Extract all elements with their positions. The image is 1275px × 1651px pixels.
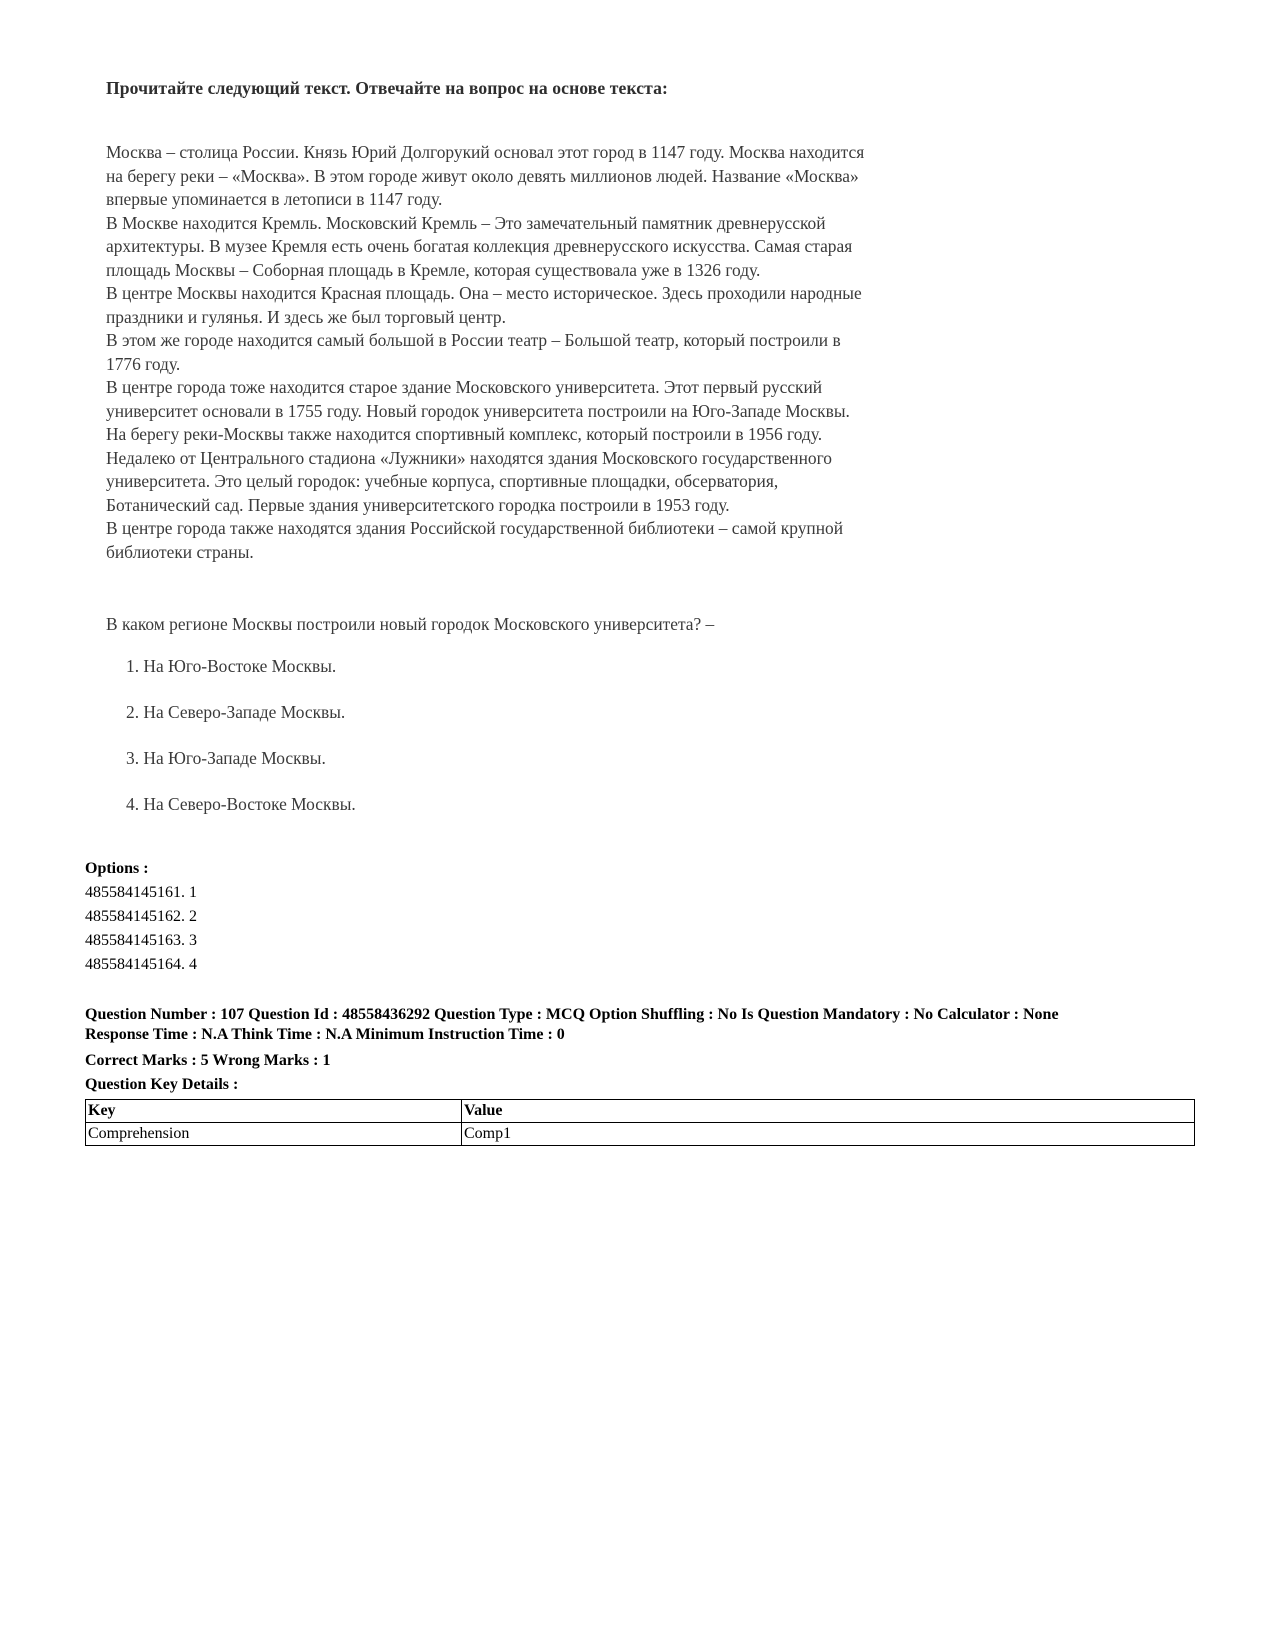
question-details — [85, 1005, 1205, 1045]
passage-line: архитектуры. В музее Кремля есть очень богатая коллекция древнерусского искусства. Самая старая — [106, 236, 853, 256]
reading-passage — [106, 141, 1004, 564]
passage-line: В центре города тоже находится старое здание Московского университета. Этот первый русский — [106, 377, 823, 397]
passage-line: В этом же городе находится самый большой в России театр – Большой театр, который построили в — [106, 330, 841, 350]
table-row — [86, 1123, 1195, 1146]
passage-line: На берегу реки-Москвы также находится спортивный комплекс, который построили в 1956 году. — [106, 424, 823, 444]
key-details-heading: Question Key Details : — [85, 1076, 239, 1093]
option-id-line: 485584145162. 2 — [85, 908, 197, 925]
passage-line: площадь Москвы – Соборная площадь в Кремле, которая существовала уже в 1326 году. — [106, 259, 761, 280]
cell-value: Comp1 — [462, 1123, 1195, 1146]
option-id-line: 485584145164. 4 — [85, 956, 197, 973]
passage-line: университет основали в 1755 году. Новый городок университета построили на Юго-Западе Москвы. — [106, 400, 850, 421]
answer-choice: 2. На Северо-Западе Москвы. — [126, 702, 346, 722]
passage-line: 1776 году. — [106, 353, 181, 374]
options-heading: Options : — [85, 860, 149, 877]
option-id-line: 485584145161. 1 — [85, 884, 197, 901]
question-metadata — [85, 857, 1205, 1146]
passage-line: В центре города также находятся здания Российской государственной библиотеки – самой крупной — [106, 518, 844, 538]
passage-line: В центре Москвы находится Красная площадь. Она – место историческое. Здесь проходили народные — [106, 283, 862, 303]
question-text: В каком регионе Москвы построили новый городок Московского университета? – — [106, 614, 715, 634]
table-header-row — [86, 1100, 1195, 1123]
answer-choice: 4. На Северо-Востоке Москвы. — [126, 794, 356, 814]
passage-line: В Москве находится Кремль. Московский Кремль – Это замечательный памятник древнерусской — [106, 212, 826, 233]
passage-line: Недалеко от Центрального стадиона «Лужники» находятся здания Московского государственного — [106, 447, 832, 468]
passage-line: Москва – столица России. Князь Юрий Долгорукий основал этот город в 1147 году. Москва находится — [106, 142, 865, 162]
header-value: Value — [462, 1100, 1195, 1123]
question-details-line-2: Response Time : N.A Think Time : N.A Minimum Instruction Time : 0 — [85, 1026, 565, 1043]
passage-line: библиотеки страны. — [106, 541, 254, 562]
marks-line: Correct Marks : 5 Wrong Marks : 1 — [85, 1052, 331, 1069]
header-key: Key — [86, 1100, 462, 1123]
passage-line: университета. Это целый городок: учебные корпуса, спортивные площадки, обсерватория, — [106, 471, 779, 491]
passage-line: впервые упоминается в летописи в 1147 году. — [106, 189, 443, 209]
passage-line: Ботанический сад. Первые здания университетского городка построили в 1953 году. — [106, 494, 730, 515]
key-details-table — [85, 1099, 1195, 1146]
reading-instruction: Прочитайте следующий текст. Отвечайте на вопрос на основе текста: — [106, 78, 668, 98]
answer-choices — [126, 654, 1004, 838]
passage-line: на берегу реки – «Москва». В этом городе живут около девять миллионов людей. Название «Москва» — [106, 165, 859, 186]
answer-choice: 1. На Юго-Востоке Москвы. — [126, 656, 337, 676]
option-id-line: 485584145163. 3 — [85, 932, 197, 949]
passage-line: праздники и гулянья. И здесь же был торговый центр. — [106, 306, 506, 327]
cell-key: Comprehension — [86, 1123, 462, 1146]
question-scan-image — [104, 70, 1004, 838]
answer-choice: 3. На Юго-Западе Москвы. — [126, 748, 326, 768]
question-details-line-1: Question Number : 107 Question Id : 48558436292 Question Type : MCQ Option Shuffling : No Is Question Mandatory : No Calculator : None — [85, 1006, 1059, 1023]
